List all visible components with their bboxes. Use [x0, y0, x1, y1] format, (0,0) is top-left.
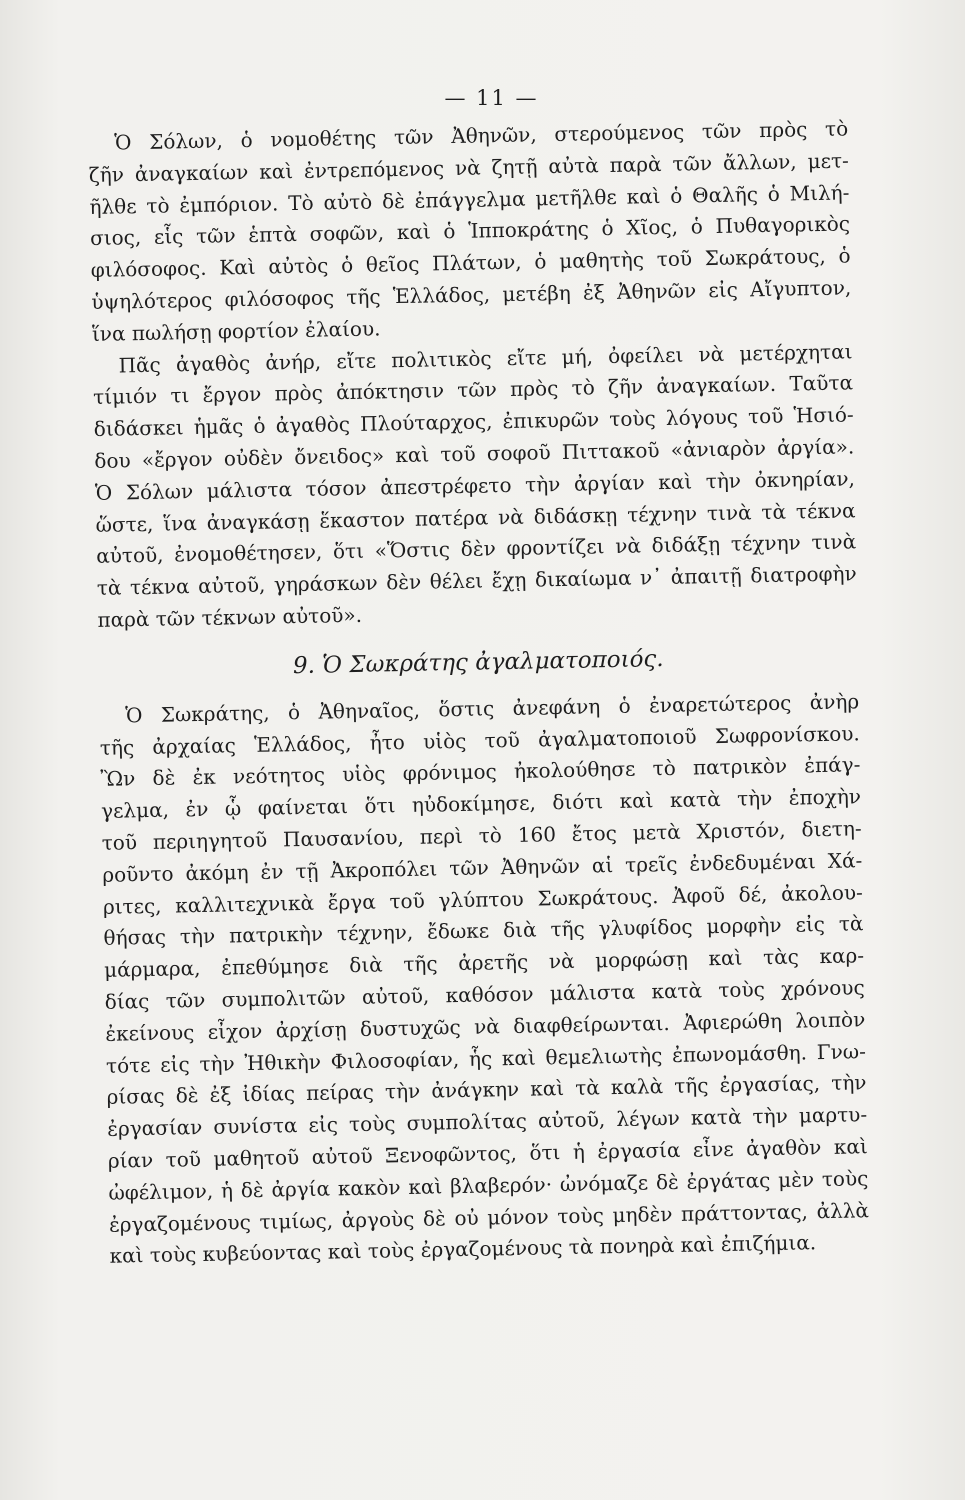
paragraph-honest-work	[92, 336, 864, 637]
text-line: τοῦ περιηγητοῦ Παυσανίου, περὶ τὸ 160 ἔτος μετὰ Χριστόν, διετη-	[101, 816, 862, 855]
text-line: θήσας τὴν πατρικὴν τέχνην, ἔδωκε διὰ τῆς γλυφίδος μορφὴν εἰς τὰ	[103, 911, 864, 951]
text-line: ἵνα πωλήσῃ φορτίον ἐλαίου.	[91, 316, 381, 346]
text-line: διδάσκει ἡμᾶς ὁ ἀγαθὸς Πλούταρχος, ἐπικυρῶν τοὺς λόγους τοῦ Ἡσιό-	[93, 402, 854, 442]
text-line: τότε εἰς τὴν Ἠθικὴν Φιλοσοφίαν, ἧς καὶ θεμελιωτὴς ἐπωνομάσθη. Γνω-	[105, 1038, 867, 1078]
text-line: ρίαν τοῦ μαθητοῦ αὐτοῦ Ξενοφῶντος, ὅτι ἡ ἐργασία εἶνε ἀγαθὸν καὶ	[107, 1134, 868, 1173]
text-line: ροῦντο ἀκόμη ἐν τῇ Ἀκροπόλει τῶν Ἀθηνῶν αἱ τρεῖς ἐνδεδυμέναι Χά-	[102, 848, 863, 887]
text-line: Ὁ Σωκράτης, ὁ Ἀθηναῖος, ὅστις ἀνεφάνη ὁ ἐναρετώτερος ἀνὴρ	[125, 689, 860, 728]
text-line: ἐργασίαν συνίστα εἰς τοὺς συμπολίτας αὐτοῦ, λέγων κατὰ τὴν μαρτυ-	[106, 1102, 868, 1141]
text-line: δου «ἔργον οὐδὲν ὄνειδος» καὶ τοῦ σοφοῦ Πιττακοῦ «ἀνιαρὸν ἀργία».	[94, 434, 855, 473]
text-line: ζῆν ἀναγκαίων καὶ ἐντρεπόμενος νὰ ζητῇ αὐτὰ παρὰ τῶν ἄλλων, μετ-	[88, 148, 849, 187]
text-line: παρὰ τῶν τέκνων αὐτοῦ».	[97, 602, 363, 632]
text-line: δίας τῶν συμπολιτῶν αὐτοῦ, καθόσον μάλιστα κατὰ τοὺς χρόνους	[104, 975, 865, 1014]
text-line: τὰ τέκνα αὐτοῦ, γηράσκων δὲν θέλει ἔχῃ δικαίωμα ν᾽ ἀπαιτῇ διατροφὴν	[96, 561, 857, 601]
text-line: ὠφέλιμον, ἡ δὲ ἀργία κακὸν καὶ βλαβερόν· ὠνόμαζε δὲ ἐργάτας μὲν τοὺς	[108, 1165, 869, 1205]
page-number: — 11 —	[444, 86, 539, 110]
text-line: Ὁ Σόλων, ὁ νομοθέτης τῶν Ἀθηνῶν, στερούμενος τῶν πρὸς τὸ	[114, 116, 849, 155]
text-line: Ὢν δὲ ἐκ νεότητος υἱὸς φρόνιμος ἠκολούθησε τὸ πατρικὸν ἐπάγ-	[100, 752, 861, 792]
section-heading: 9. Ὁ Σωκράτης ἀγαλματοποιός.	[292, 645, 664, 679]
text-line: μάρμαρα, ἐπεθύμησε διὰ τῆς ἀρετῆς νὰ μορφώσῃ καὶ τὰς καρ-	[103, 943, 865, 982]
paragraph-socrates-sculptor	[99, 686, 877, 1273]
text-line: ὥστε, ἵνα ἀναγκάσῃ ἕκαστον πατέρα νὰ διδάσκῃ τέχνην τινὰ τὰ τέκνα	[95, 497, 856, 537]
text-line: Πᾶς ἀγαθὸς ἀνήρ, εἴτε πολιτικὸς εἴτε μή, ὀφείλει νὰ μετέρχηται	[118, 338, 853, 378]
paragraph-solon-commerce	[88, 113, 859, 350]
text-line: γελμα, ἐν ᾧ φαίνεται ὅτι ηὐδοκίμησε, διότι καὶ κατὰ τὴν ἐποχὴν	[100, 784, 862, 824]
text-line: αὐτοῦ, ἐνομοθέτησεν, ὅτι «Ὅστις δὲν φροντίζει νὰ διδάξῃ τέχνην τινὰ	[95, 529, 857, 569]
text-line: Ὁ Σόλων μάλιστα τόσον ἀπεστρέφετο τὴν ἀργίαν καὶ τὴν ὀκνηρίαν,	[94, 466, 856, 505]
text-line: ἐκείνους εἶχον ἀρχίσῃ δυστυχῶς νὰ διαφθείρωνται. Ἀφιερώθη λοιπὸν	[105, 1006, 866, 1046]
text-line: ρίσας δὲ ἐξ ἰδίας πείρας τὴν ἀνάγκην καὶ τὰ καλὰ τῆς ἐργασίας, τὴν	[106, 1070, 867, 1110]
text-line: σιος, εἷς τῶν ἑπτὰ σοφῶν, καὶ ὁ Ἱπποκράτης ὁ Χῖος, ὁ Πυθαγορικὸς	[89, 211, 851, 251]
text-line: ῆλθε τὸ ἐμπόριον. Τὸ αὐτὸ δὲ ἐπάγγελμα μετῆλθε καὶ ὁ Θαλῆς ὁ Μιλή-	[89, 179, 850, 219]
text-block	[88, 113, 877, 1273]
text-line: ὑψηλότερος φιλόσοφος τῆς Ἑλλάδος, μετέβη ἐξ Ἀθηνῶν εἰς Αἴγυπτον,	[91, 275, 852, 314]
text-line: καὶ τοὺς κυβεύοντας καὶ τοὺς ἐργαζομένους τὰ πονηρὰ καὶ ἐπιζήμια.	[109, 1230, 817, 1269]
text-line: φιλόσοφος. Καὶ αὐτὸς ὁ θεῖος Πλάτων, ὁ μαθητὴς τοῦ Σωκράτους, ὁ	[90, 243, 851, 283]
text-line: ριτες, καλλιτεχνικὰ ἔργα τοῦ γλύπτου Σωκράτους. Ἀφοῦ δέ, ἀκολου-	[102, 879, 864, 919]
text-line: ἐργαζομένους τιμίως, ἀργοὺς δὲ οὐ μόνον τοὺς μηδὲν πράττοντας, ἀλλὰ	[108, 1197, 870, 1237]
text-line: τῆς ἀρχαίας Ἑλλάδος, ἦτο υἱὸς τοῦ ἀγαλματοποιοῦ Σωφρονίσκου.	[99, 720, 860, 760]
text-line: τίμιόν τι ἔργον πρὸς ἀπόκτησιν τῶν πρὸς τὸ ζῆν ἀναγκαίων. Ταῦτα	[92, 370, 854, 410]
